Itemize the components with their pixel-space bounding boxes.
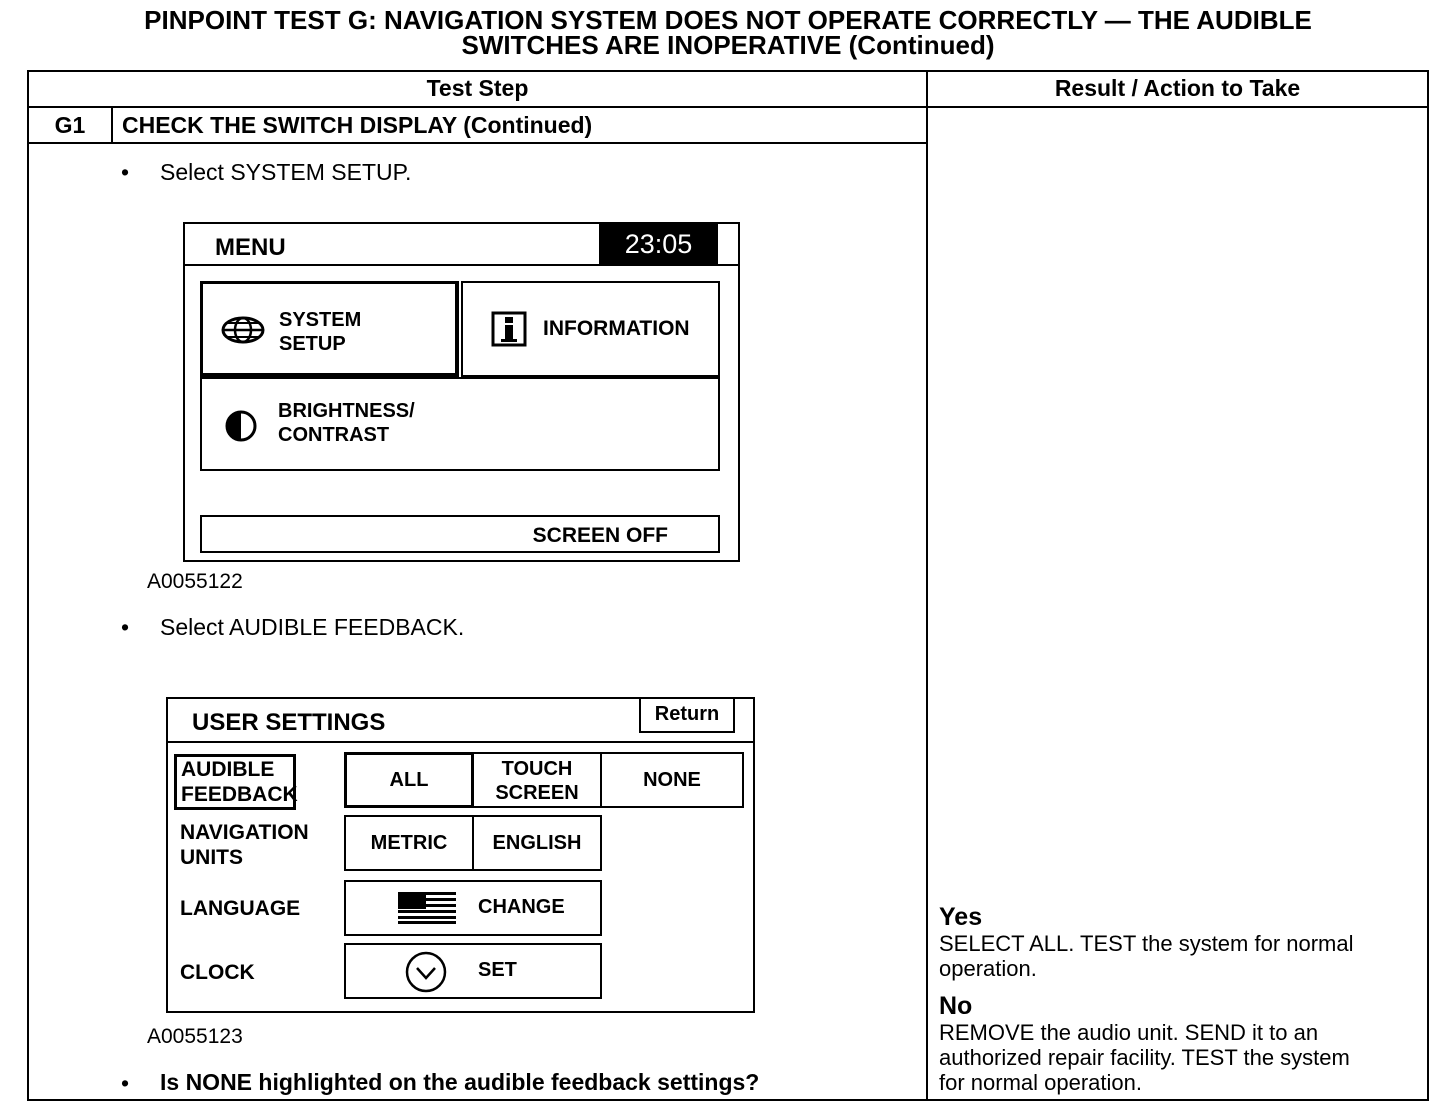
- option-metric-button[interactable]: METRIC: [344, 815, 474, 871]
- user-settings-screen: [166, 697, 755, 1013]
- menu-screen: [183, 222, 740, 562]
- audible-label-line2: FEEDBACK: [181, 783, 298, 806]
- return-button[interactable]: Return: [639, 699, 735, 733]
- header-row-divider: [27, 106, 1429, 108]
- column-divider: [926, 70, 928, 1101]
- option-touch-screen-button[interactable]: [472, 752, 602, 808]
- result-yes-label: Yes: [939, 903, 983, 931]
- table-right-border: [1427, 70, 1429, 1101]
- globe-icon: [221, 316, 265, 344]
- step-title: CHECK THE SWITCH DISPLAY (Continued): [122, 112, 593, 138]
- clock-label: CLOCK: [180, 961, 255, 984]
- nav-label-line2: UNITS: [180, 846, 243, 869]
- clock-set-button[interactable]: [344, 943, 602, 999]
- option-all-button[interactable]: ALL: [344, 752, 474, 808]
- flag-icon: [398, 892, 456, 924]
- system-setup-label-line1: SYSTEM: [279, 309, 362, 331]
- system-setup-label-line2: SETUP: [279, 333, 346, 355]
- result-no-text: [939, 1020, 1350, 1095]
- change-label: CHANGE: [478, 896, 565, 918]
- touch-label-line1: TOUCH: [501, 758, 573, 780]
- language-label: LANGUAGE: [180, 897, 301, 920]
- bullet-marker: •: [121, 614, 130, 640]
- result-no-line1: REMOVE the audio unit. SEND it to an: [939, 1020, 1319, 1045]
- menu-clock: 23:05: [599, 224, 718, 264]
- audible-feedback-label: [174, 754, 296, 810]
- menu-title: MENU: [215, 234, 286, 261]
- page-title-line1: PINPOINT TEST G: NAVIGATION SYSTEM DOES NOT OPERATE CORRECTLY — THE AUDIBLE: [144, 5, 1312, 35]
- step-id: G1: [54, 112, 86, 138]
- result-no-label: No: [939, 992, 973, 1020]
- result-yes-text: [939, 931, 1354, 981]
- figure-id-user-settings: A0055123: [147, 1025, 243, 1048]
- table-left-border: [27, 70, 29, 1101]
- brightness-label-line2: CONTRAST: [278, 424, 390, 446]
- brightness-contrast-button[interactable]: [200, 377, 720, 471]
- touch-label-line2: SCREEN: [495, 782, 579, 804]
- table-bottom-border: [27, 1099, 1429, 1101]
- header-test-step: Test Step: [426, 75, 529, 101]
- header-result-action: Result / Action to Take: [1054, 75, 1301, 101]
- step-id-divider: [111, 106, 113, 143]
- navigation-units-label: [180, 820, 309, 870]
- question-text: Is NONE highlighted on the audible feedback settings?: [160, 1069, 760, 1095]
- step-row-divider: [27, 142, 927, 144]
- screen-off-label: SCREEN OFF: [532, 524, 668, 547]
- clock-check-icon: [404, 951, 448, 993]
- option-english-button[interactable]: ENGLISH: [472, 815, 602, 871]
- result-no-line2: authorized repair facility. TEST the system: [939, 1045, 1350, 1070]
- system-setup-label: [279, 308, 361, 356]
- audible-label-line1: AUDIBLE: [181, 758, 275, 781]
- contrast-icon: [224, 409, 258, 443]
- brightness-label-line1: BRIGHTNESS/: [278, 400, 415, 422]
- bullet-marker: •: [121, 1070, 130, 1096]
- language-change-button[interactable]: [344, 880, 602, 936]
- result-yes-line2: operation.: [939, 956, 1037, 981]
- set-label: SET: [478, 959, 517, 981]
- system-setup-button[interactable]: [200, 281, 459, 377]
- information-label: INFORMATION: [543, 317, 690, 340]
- option-none-button[interactable]: NONE: [600, 752, 744, 808]
- menu-header-divider: [185, 264, 738, 266]
- instruction-select-system-setup: Select SYSTEM SETUP.: [160, 159, 412, 185]
- nav-label-line1: NAVIGATION: [180, 821, 309, 844]
- user-settings-header-divider: [168, 741, 753, 743]
- screen-off-button[interactable]: [200, 515, 720, 553]
- result-no-line3: for normal operation.: [939, 1070, 1142, 1095]
- brightness-contrast-label: [278, 399, 415, 447]
- info-icon: [491, 311, 527, 347]
- bullet-marker: •: [121, 159, 130, 185]
- result-yes-line1: SELECT ALL. TEST the system for normal: [939, 931, 1354, 956]
- figure-id-menu: A0055122: [147, 570, 243, 593]
- instruction-select-audible-feedback: Select AUDIBLE FEEDBACK.: [160, 614, 465, 640]
- information-button[interactable]: [461, 281, 720, 377]
- user-settings-title: USER SETTINGS: [192, 709, 386, 736]
- page-title-line2: SWITCHES ARE INOPERATIVE (Continued): [461, 30, 995, 60]
- table-top-border: [27, 70, 1429, 72]
